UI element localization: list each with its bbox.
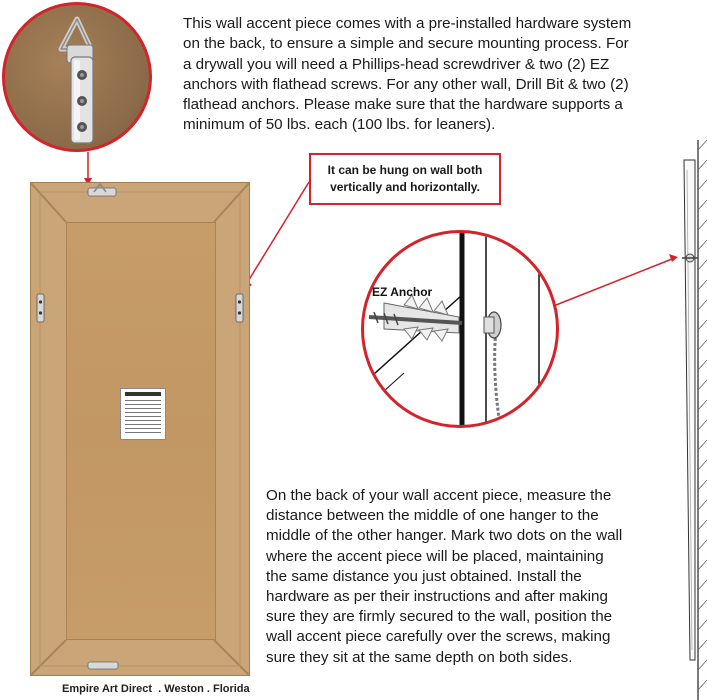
bottom-line-9: sure they sit at the same depth on both sides.: [266, 648, 573, 666]
right-side-hanger-icon: [236, 294, 243, 322]
instruction-label-sticker: [120, 388, 166, 440]
top-hanger-icon: [88, 184, 116, 196]
bottom-hanger-icon: [88, 662, 118, 669]
bottom-line-1: On the back of your wall accent piece, measure the: [266, 487, 612, 504]
wall-bracket-icon: [682, 254, 698, 262]
measure-instructions-paragraph: [266, 486, 688, 668]
bottom-line-7: sure they are firmly secured to the wall, position the: [266, 608, 613, 626]
bottom-line-8: wall accent piece carefully over the screws, making: [266, 628, 611, 646]
bottom-line-6: hardware as per their instructions and after making: [266, 588, 608, 606]
orientation-callout-box: [309, 153, 501, 205]
bottom-line-3: middle of the other hanger. Mark two dots on the wall: [266, 527, 623, 545]
left-side-hanger-icon: [37, 294, 44, 322]
ez-anchor-zoom-circle: [361, 230, 559, 428]
mounting-info-paragraph: [183, 14, 703, 136]
top-line-3: a drywall you will need a Phillips-head screwdriver & two (2) EZ: [183, 55, 610, 73]
ez-anchor-label: EZ Anchor: [372, 285, 433, 299]
company-footer: Empire Art Direct . Weston . Florida: [62, 683, 250, 695]
top-line-2: on the back, to ensure a simple and secure mounting process. For: [183, 35, 629, 53]
bottom-line-2: distance between the middle of one hanger to the: [266, 507, 599, 525]
bottom-line-5: the same distance you just obtained. Install the: [266, 567, 582, 585]
bottom-line-4: where the accent piece will be placed, maintaining: [266, 547, 604, 565]
top-line-5: flathead anchors. Please make sure that the hardware supports a: [183, 96, 623, 114]
top-line-1: This wall accent piece comes with a pre-installed hardware system: [183, 15, 632, 32]
ez-anchor-screw-icon: [364, 233, 556, 425]
callout-line-2: vertically and horizontally.: [330, 180, 480, 194]
top-line-6: minimum of 50 lbs. each (100 lbs. for leaners).: [183, 116, 496, 134]
top-line-4: anchors with flathead screws. For any other wall, Drill Bit & two (2): [183, 75, 629, 93]
callout-line-1: It can be hung on wall both: [327, 163, 483, 177]
